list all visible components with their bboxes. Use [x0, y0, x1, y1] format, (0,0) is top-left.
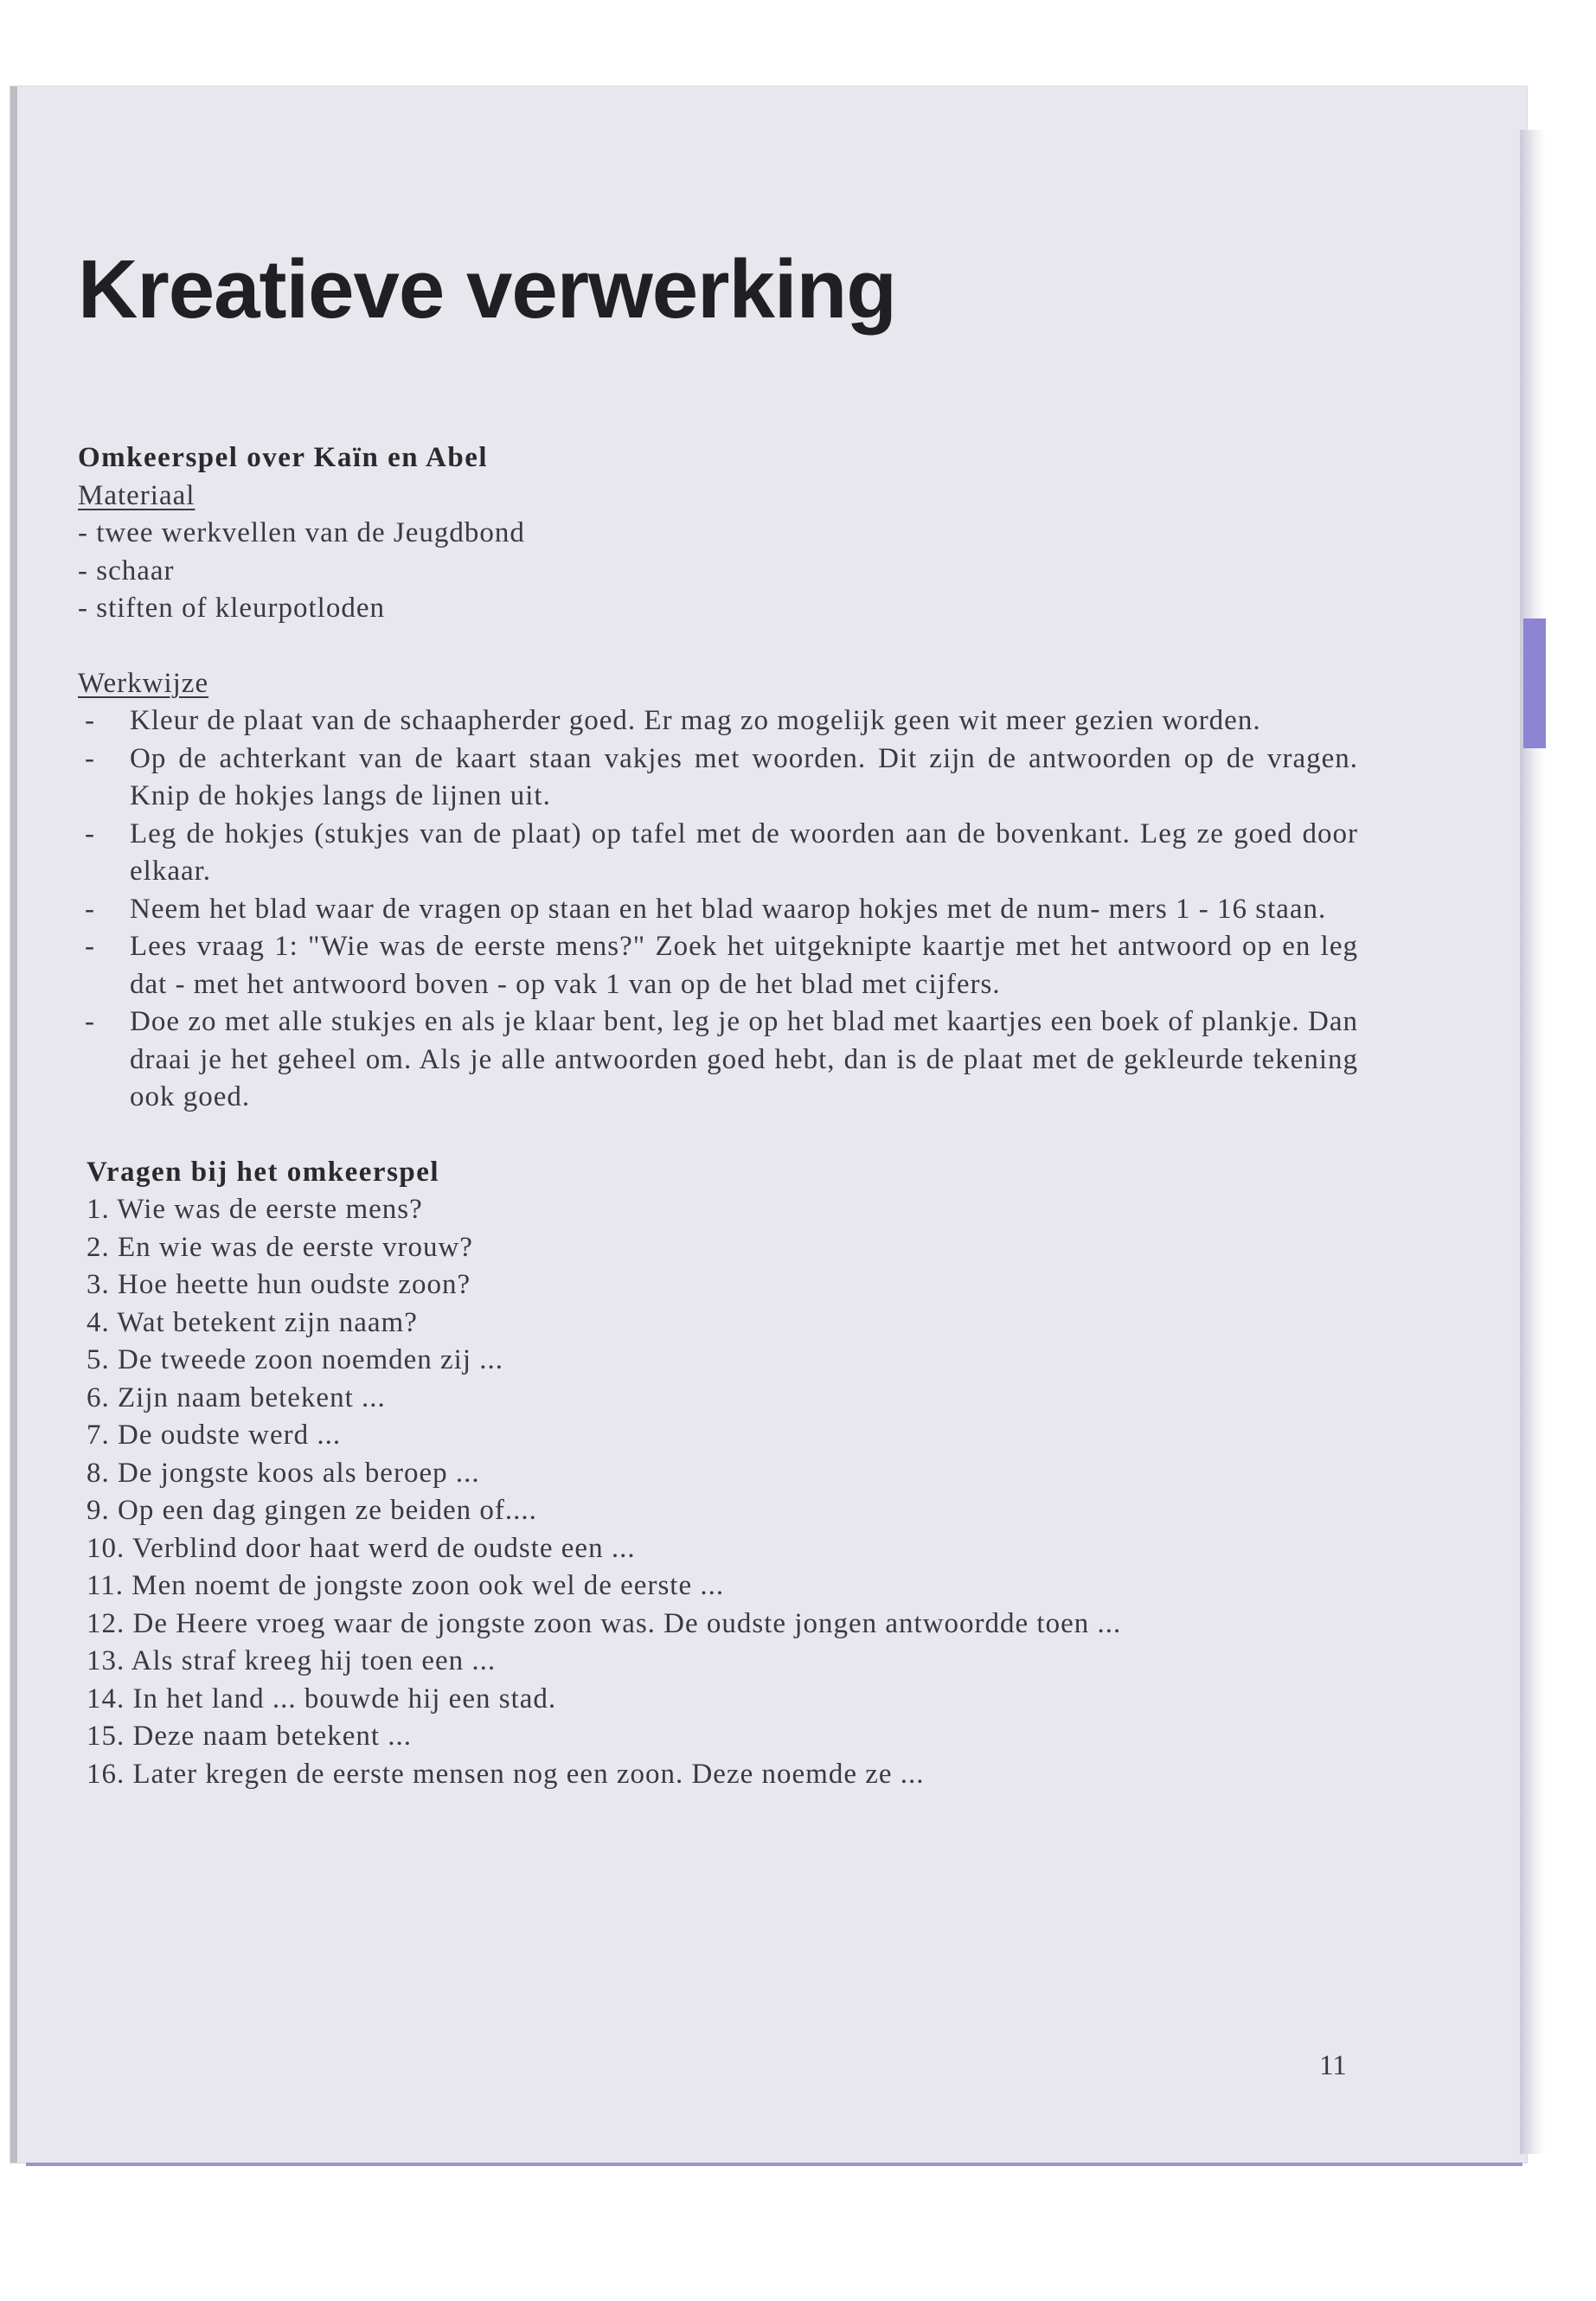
question-item: 12. De Heere vroeg waar de jongste zoon was. De oudste jongen antwoordde toen ...	[87, 1607, 1122, 1639]
material-item: - stiften of kleurpotloden	[78, 593, 386, 624]
step-marker: -	[85, 893, 95, 925]
section-tab-marker	[1523, 619, 1546, 748]
question-item: 8. De jongste koos als beroep ...	[87, 1457, 480, 1489]
method-step	[78, 816, 1358, 891]
materials-list	[78, 515, 1358, 628]
step-text: Neem het blad waar de vragen op staan en het blad waarop hokjes met de num- mers 1 - 16 staan.	[130, 893, 1327, 925]
question-item: 10. Verblind door haat werd de oudste een ...	[87, 1532, 636, 1564]
question-item: 3. Hoe heette hun oudste zoon?	[87, 1269, 471, 1300]
page-number: 11	[1319, 2050, 1347, 2081]
question-item: 11. Men noemt de jongste zoon ook wel de eerste ...	[87, 1570, 725, 1601]
question-item: 4. Wat betekent zijn naam?	[87, 1306, 418, 1338]
method-step	[78, 740, 1358, 816]
question-item: 16. Later kregen de eerste mensen nog een zoon. Deze noemde ze ...	[87, 1758, 925, 1790]
spacer	[78, 1117, 1358, 1154]
question-item: 2. En wie was de eerste vrouw?	[87, 1231, 473, 1263]
questions-heading: Vragen bij het omkeerspel	[87, 1156, 440, 1188]
question-item: 14. In het land ... bouwde hij een stad.	[87, 1682, 557, 1715]
method-step	[78, 1003, 1358, 1117]
method-label: Werkwijze	[78, 667, 209, 699]
method-steps	[78, 702, 1358, 1117]
step-text: Op de achterkant van de kaart staan vakjes met woorden. Dit zijn de antwoorden op de vragen. Knip de hokjes langs de lijnen uit.	[130, 742, 1358, 811]
materials-label: Materiaal	[78, 479, 195, 511]
spacer	[78, 628, 1358, 665]
question-item: 5. De tweede zoon noemden zij ...	[87, 1344, 504, 1375]
material-item: - twee werkvellen van de Jeugdbond	[78, 517, 525, 548]
step-text: Lees vraag 1: "Wie was de eerste mens?" Zoek het uitgeknipte kaartje met het antwoord op en leg dat - met het antwoord boven - op vak 1 van op de het blad met cijfers.	[130, 931, 1358, 1000]
questions-list	[87, 1191, 1358, 1793]
step-marker: -	[85, 817, 95, 849]
question-item: 6. Zijn naam betekent ...	[87, 1381, 386, 1413]
step-marker: -	[85, 705, 95, 736]
method-step	[78, 702, 1358, 740]
page-title: Kreatieve verwerking	[78, 243, 896, 336]
material-item: - schaar	[78, 554, 175, 586]
page-edge	[1520, 130, 1546, 2154]
page-content	[78, 439, 1358, 1793]
question-item: 9. Op een dag gingen ze beiden of....	[87, 1495, 537, 1526]
method-step	[78, 891, 1358, 929]
method-step	[78, 928, 1358, 1003]
question-item: 13. Als straf kreeg hij toen een ...	[87, 1645, 497, 1676]
question-item: 1. Wie was de eerste mens?	[87, 1194, 423, 1225]
section-heading: Omkeerspel over Kaïn en Abel	[78, 442, 489, 473]
step-marker: -	[85, 1006, 95, 1037]
step-marker: -	[85, 742, 95, 774]
step-text: Leg de hokjes (stukjes van de plaat) op tafel met de woorden aan de bovenkant. Leg ze goed door elkaar.	[130, 817, 1358, 887]
step-text: Doe zo met alle stukjes en als je klaar bent, leg je op het blad met kaartjes een boek of plankje. Dan draai je het geheel om. Als je alle antwoorden goed hebt, dan is de plaat met de gekleurde tekening ook goed.	[130, 1006, 1358, 1112]
question-item: 7. De oudste werd ...	[87, 1420, 342, 1451]
bottom-rule	[26, 2163, 1522, 2166]
step-text: Kleur de plaat van de schaapherder goed. Er mag zo mogelijk geen wit meer gezien worden.	[130, 705, 1261, 736]
step-marker: -	[85, 931, 95, 962]
question-item: 15. Deze naam betekent ...	[87, 1721, 413, 1752]
